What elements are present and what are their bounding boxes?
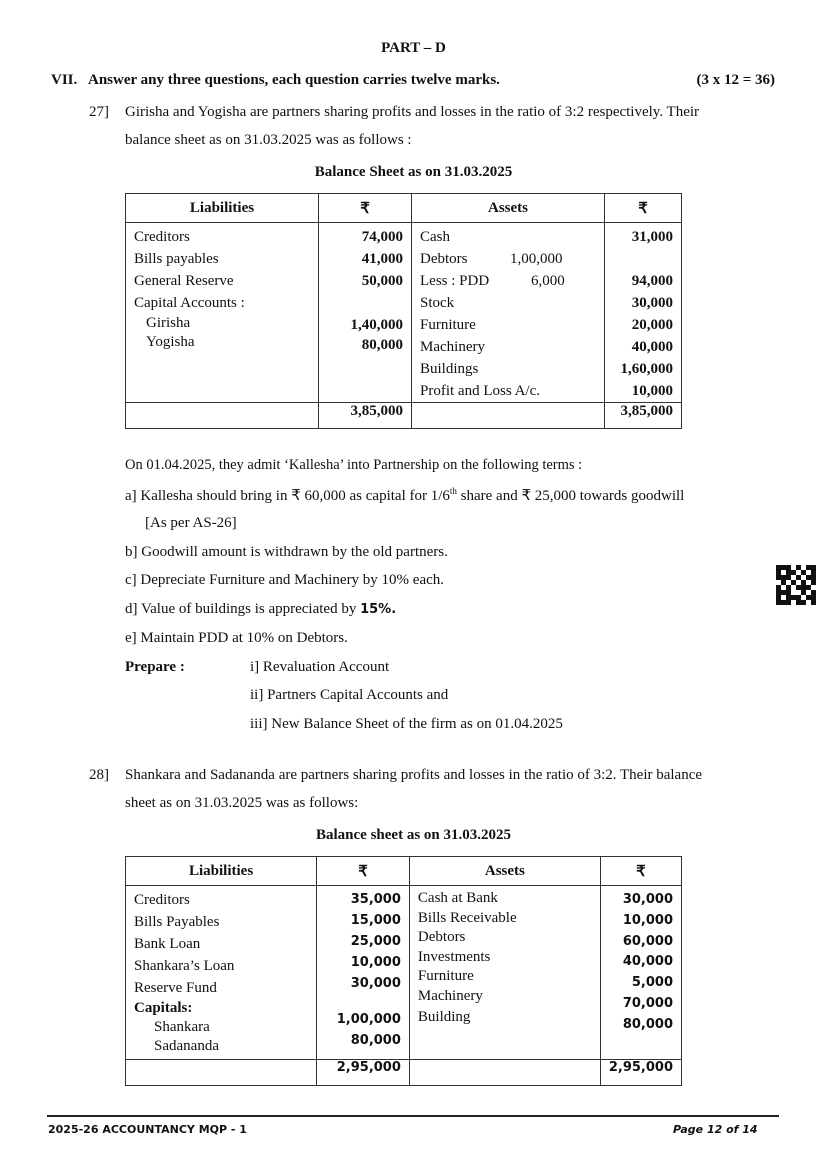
asset-amount: 30,000 (631, 295, 673, 311)
liability-amount: 30,000 (350, 976, 401, 991)
term-c: c] Depreciate Furniture and Machinery by 10% each. (125, 572, 445, 588)
asset-item: Machinery (417, 987, 483, 1004)
asset-item: Less : PDD 6,000 (420, 270, 596, 292)
prepare-item: ii] Partners Capital Accounts and (250, 687, 449, 703)
section-instruction: Answer any three questions, each question carries twelve marks. (88, 72, 500, 88)
asset-amount: 10,000 (622, 912, 673, 928)
q27-balance-sheet (125, 193, 682, 429)
total-liabilities: 2,95,000 (317, 1060, 410, 1086)
liability-amount: 74,000 (361, 229, 403, 245)
q27-intro: Girisha and Yogisha are partners sharing profits and losses in the ratio of 3:2 respectively. Their (125, 104, 700, 120)
pdd-amount: 6,000 (531, 273, 565, 289)
term-a-cont: [As per AS-26] (145, 515, 237, 531)
asset-amount: 94,000 (631, 273, 673, 289)
header-rupee: ₹ (317, 857, 410, 886)
qr-code-icon (776, 565, 816, 605)
liability-item: Shankara (154, 1019, 210, 1035)
liability-amount: 41,000 (361, 251, 403, 267)
q28-table-title: Balance sheet as on 31.03.2025 (316, 827, 511, 843)
asset-amount: 10,000 (631, 383, 673, 399)
q28-balance-sheet (125, 856, 682, 1086)
liability-item: Shankara’s Loan (134, 958, 235, 974)
liability-item: Capital Accounts : (134, 295, 245, 311)
asset-item: Cash (420, 229, 450, 245)
liability-amount: 50,000 (361, 273, 403, 289)
q28-number: 28] (89, 767, 109, 783)
liability-item: Reserve Fund (134, 980, 217, 996)
liability-item: Creditors (134, 892, 190, 908)
header-assets: Assets (412, 194, 605, 223)
q27-table-title: Balance Sheet as on 31.03.2025 (314, 164, 513, 180)
liability-item: Creditors (134, 229, 190, 245)
footer-divider (47, 1115, 779, 1117)
asset-amount: 5,000 (631, 975, 673, 991)
header-rupee: ₹ (319, 194, 412, 223)
total-liabilities: 3,85,000 (319, 403, 412, 429)
q28-intro: Shankara and Sadananda are partners sharing profits and losses in the ratio of 3:2. Their balance (125, 767, 703, 783)
asset-amount: 70,000 (622, 995, 673, 1011)
part-title: PART – D (381, 40, 446, 56)
asset-amount: 80,000 (622, 1016, 673, 1032)
asset-item: Debtors (417, 929, 466, 945)
term-b: b] Goodwill amount is withdrawn by the old partners. (125, 544, 448, 560)
liability-amount (325, 994, 401, 1009)
debtors-amount: 1,00,000 (510, 251, 563, 267)
asset-item: Cash at Bank (417, 890, 498, 906)
section-marks: (3 x 12 = 36) (696, 72, 775, 88)
term-d: d] Value of buildings is appreciated by 15%. (125, 601, 397, 617)
liability-amount: 80,000 (361, 337, 403, 353)
prepare-label: Prepare : (125, 659, 185, 675)
liability-item: Bills Payables (134, 914, 220, 930)
liability-amount: 25,000 (350, 934, 401, 949)
page-number: Page 12 of 14 (673, 1123, 758, 1136)
header-rupee: ₹ (605, 194, 682, 223)
liability-item: Girisha (146, 315, 191, 331)
asset-amount (613, 248, 673, 270)
asset-item: Buildings (420, 361, 479, 377)
asset-amount: 60,000 (622, 933, 673, 949)
header-liabilities: Liabilities (126, 857, 317, 886)
liability-amount: 80,000 (350, 1033, 401, 1048)
liability-amount: 1,00,000 (336, 1012, 401, 1027)
header-assets: Assets (409, 857, 600, 886)
liability-item: Bills payables (134, 251, 219, 267)
liability-item: Bank Loan (134, 936, 201, 952)
section-number: VII. (51, 72, 78, 88)
liability-item: Capitals: (134, 1000, 193, 1016)
term-e: e] Maintain PDD at 10% on Debtors. (125, 630, 348, 646)
asset-item: Building (417, 1009, 471, 1025)
q28-intro-2: sheet as on 31.03.2025 was as follows: (125, 795, 359, 811)
asset-amount: 31,000 (631, 229, 673, 245)
asset-item: Profit and Loss A/c. (420, 383, 540, 399)
liability-item: Yogisha (146, 334, 195, 350)
terms-intro: On 01.04.2025, they admit ‘Kallesha’ into Partnership on the following terms : (125, 457, 583, 473)
liability-amount: 35,000 (350, 892, 401, 907)
footer-title: 2025-26 ACCOUNTANCY MQP - 1 (48, 1123, 247, 1136)
liability-item: General Reserve (134, 273, 234, 289)
liability-amount: 10,000 (350, 955, 401, 970)
liability-item: Sadananda (154, 1038, 219, 1054)
total-assets: 2,95,000 (600, 1060, 681, 1086)
liability-amount: 1,40,000 (350, 317, 403, 333)
asset-item: Furniture (417, 968, 474, 984)
q27-intro-2: balance sheet as on 31.03.2025 was as follows : (125, 132, 412, 148)
header-liabilities: Liabilities (126, 194, 319, 223)
liability-amount (327, 292, 403, 314)
asset-item: Debtors 1,00,000 (420, 248, 596, 270)
asset-item: Bills Receivable (417, 909, 517, 926)
asset-item: Investments (417, 948, 491, 965)
asset-item: Stock (420, 295, 455, 311)
asset-amount: 40,000 (631, 339, 673, 355)
term-a: a] Kallesha should bring in ₹ 60,000 as capital for 1/6th share and ₹ 25,000 towards goodwill (125, 486, 685, 504)
prepare-item: iii] New Balance Sheet of the firm as on 01.04.2025 (250, 716, 563, 732)
asset-amount: 20,000 (631, 317, 673, 333)
liability-amount: 15,000 (350, 913, 401, 928)
asset-amount: 40,000 (622, 954, 673, 970)
q27-number: 27] (89, 104, 109, 120)
asset-amount: 1,60,000 (620, 361, 673, 377)
asset-item: Furniture (420, 317, 476, 333)
asset-amount: 30,000 (622, 892, 673, 907)
prepare-item: i] Revaluation Account (250, 659, 390, 675)
asset-item: Machinery (420, 339, 485, 355)
header-rupee: ₹ (600, 857, 681, 886)
total-assets: 3,85,000 (605, 403, 682, 429)
